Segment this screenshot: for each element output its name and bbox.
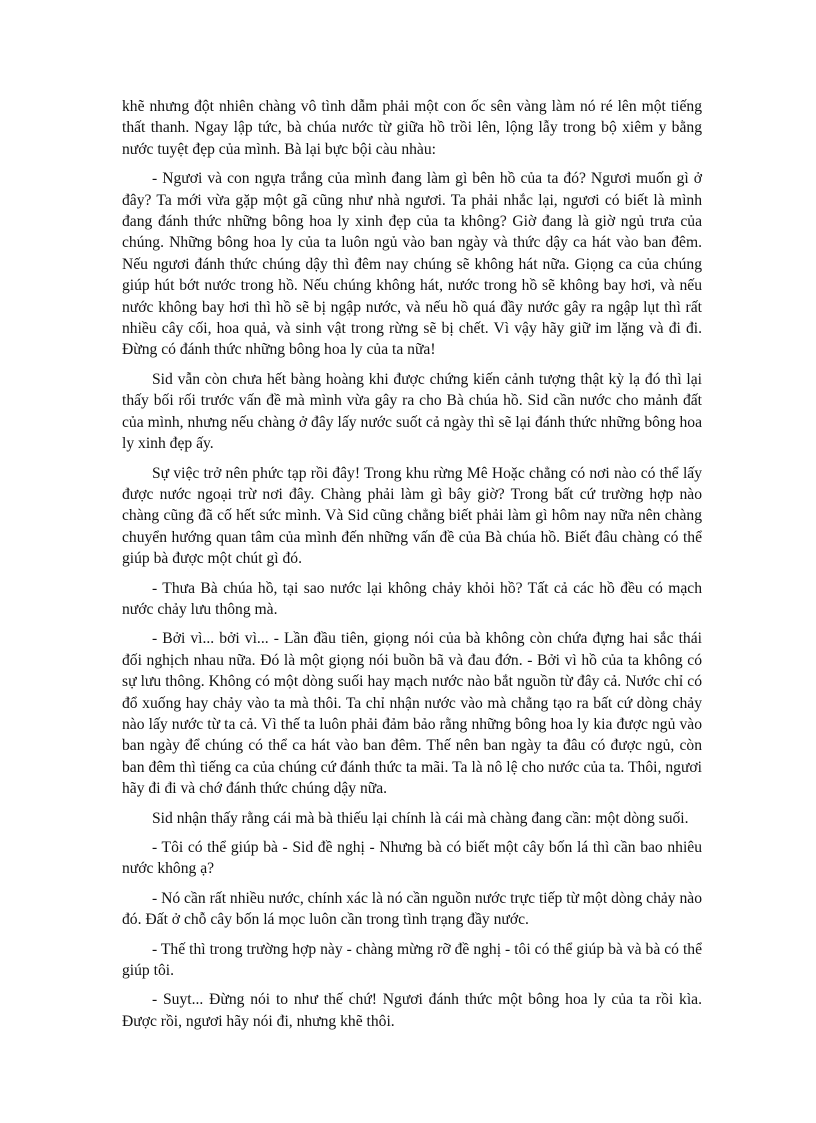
paragraph-sid-question: - Thưa Bà chúa hồ, tại sao nước lại không chảy khỏi hồ? Tất cả các hồ đều có mạch nước chảy lưu thông mà. <box>122 579 702 618</box>
paragraph-lake-queen-speech: - Ngươi và con ngựa trắng của mình đang làm gì bên hồ của ta đó? Ngươi muốn gì ở đây? Ta mới vừa gặp một gã cũng như nhà ngươi. Ta phải nhắc lại, ngươi có biết là mình đang đánh thức những bông hoa ly xinh đẹp của ta không? Giờ đang là giờ ngủ trưa của chúng. Những bông hoa ly của ta luôn ngủ vào ban ngày và thức dậy ca hát vào ban đêm. Nếu ngươi đánh thức chúng dậy thì đêm nay chúng sẽ không hát nữa. Giọng ca của chúng giúp hút bớt nước trong hồ. Nếu chúng không hát, nước trong hồ sẽ không bay hơi, và nếu nước không bay hơi thì hồ sẽ bị ngập nước, và nếu hồ quá đầy nước gây ra ngập lụt thì rất nhiều cây cối, hoa quả, và sinh vật trong rừng sẽ bị chết. Vì vậy hãy giữ im lặng và đi đi. Đừng có đánh thức những bông hoa ly của ta nữa! <box>122 170 702 359</box>
paragraph-queen-answers: - Nó cần rất nhiều nước, chính xác là nó cần nguồn nước trực tiếp từ một dòng chảy nào đó. Đất ở chỗ cây bốn lá mọc luôn cần trong tình trạng đầy nước. <box>122 889 702 929</box>
paragraph-queen-hush: - Suyt... Đừng nói to như thế chứ! Ngươi đánh thức một bông hoa ly của ta rồi kìa. Được rồi, ngươi hãy nói đi, nhưng khẽ thôi. <box>122 991 702 1030</box>
paragraph-sid-confused: Sid vẫn còn chưa hết bàng hoàng khi được chứng kiến cảnh tượng thật kỳ lạ đó thì lại thấy bối rối trước vấn đề mà mình vừa gây ra cho Bà chúa hồ. Sid cần nước cho mảnh đất của mình, nhưng nếu chàng ở đây lấy nước suốt cả ngày thì sẽ lại đánh thức những bông hoa ly xinh đẹp ấy. <box>122 370 702 453</box>
paragraph-queen-explains: - Bởi vì... bởi vì... - Lần đầu tiên, giọng nói của bà không còn chứa đựng hai sắc thái đối nghịch nhau nữa. Đó là một giọng nói buồn bã và đau đớn. - Bởi vì hồ của ta không có sự lưu thông. Không có một dòng suối hay mạch nước nào bắt nguồn từ đây cả. Nước chỉ có đổ xuống hay chảy vào ta mà thôi. Ta chỉ nhận nước vào mà chẳng tạo ra bất cứ dòng chảy nào lấy nước từ ta cả. Vì thế ta luôn phải đảm bảo rằng những bông hoa ly kia được ngủ vào ban ngày để chúng có thể ca hát vào ban đêm. Thế nên ban ngày ta đâu có được ngủ, còn ban đêm thì tiếng ca của chúng cứ đánh thức ta mãi. Ta là nô lệ cho nước của ta. Thôi, ngươi hãy đi đi và chớ đánh thức chúng dậy nữa. <box>122 630 702 798</box>
paragraph-sid-proposes: - Thế thì trong trường hợp này - chàng mừng rỡ đề nghị - tôi có thể giúp bà và bà có thể giúp tôi. <box>122 940 702 980</box>
document-page <box>122 96 702 1040</box>
paragraph-complicated: Sự việc trở nên phức tạp rồi đây! Trong khu rừng Mê Hoặc chẳng có nơi nào có thể lấy được nước ngoại trừ nơi đây. Chàng phải làm gì bây giờ? Trong bất cứ trường hợp nào chàng cũng đã cố hết sức mình. Và Sid cũng chẳng biết phải làm gì hôm nay nữa nên chàng chuyển hướng quan tâm của mình đến những vấn đề của Bà chúa hồ. Biết đâu chàng có thể giúp bà được một chút gì đó. <box>122 464 702 568</box>
paragraph-sid-offers: - Tôi có thể giúp bà - Sid đề nghị - Nhưng bà có biết một cây bốn lá thì cần bao nhiêu nước không ạ? <box>122 839 702 878</box>
paragraph-continuation: khẽ nhưng đột nhiên chàng vô tình dẫm phải một con ốc sên vàng làm nó ré lên một tiếng thất thanh. Ngay lập tức, bà chúa nước từ giữa hồ trồi lên, lộng lẫy trong bộ xiêm y bằng nước tuyệt đẹp của mình. Bà lại bực bội càu nhàu: <box>122 98 702 158</box>
paragraph-sid-realizes: Sid nhận thấy rằng cái mà bà thiếu lại chính là cái mà chàng đang cần: một dòng suối. <box>152 809 689 827</box>
